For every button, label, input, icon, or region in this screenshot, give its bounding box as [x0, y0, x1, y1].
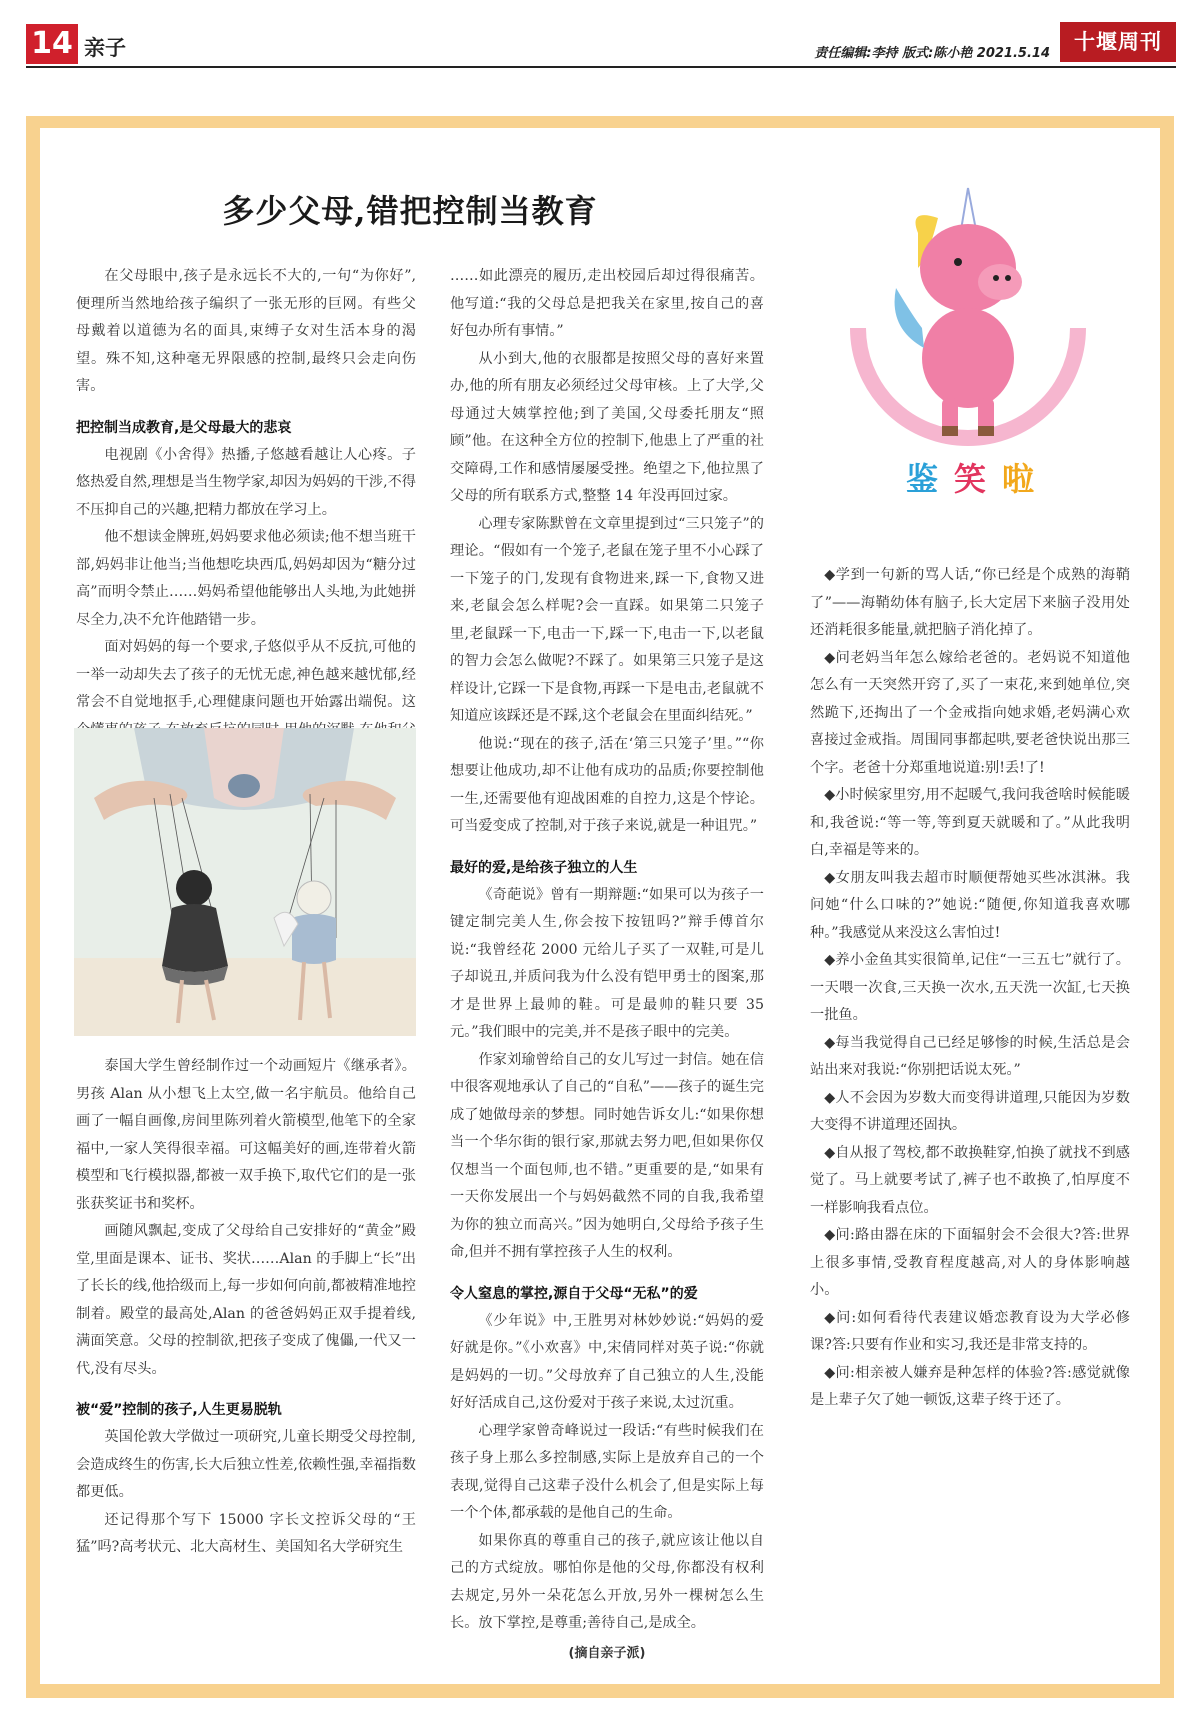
paragraph: 心理学家曾奇峰说过一段话:“有些时候我们在孩子身上那么多控制感,实际上是放弃自己的一个表现,觉得自己这辈子没什么机会了,但是实际上每一个个体,都承载的是他自己的生命。 [450, 1422, 764, 1521]
jokes-column [810, 562, 1130, 1415]
paragraph: 心理专家陈默曾在文章里提到过“三只笼子”的理论。“假如有一个笼子,老鼠在笼子里不小心踩了一下笼子的门,发现有食物进来,踩一下,食物又进来,老鼠会怎么样呢?会一直踩。如果第二只笼子里,老鼠踩一下,电击一下,踩一下,电击一下,以老鼠的智力会怎么做呢?不踩了。如果第三只笼子是这样设计,它踩一下是食物,再踩一下是电击,老鼠就不知道应该踩还是不踩,这个老鼠会在里面纠结死。” [450, 515, 764, 724]
paragraph: 画随风飘起,变成了父母给自己安排好的“黄金”殿堂,里面是课本、证书、奖状……Alan 的手脚上“长”出了长长的线,他拾级而上,每一步如何向前,都被精准地控制着。殿堂的最高处,Alan 的爸爸妈妈正双手提着线,满面笑意。父母的控制欲,把孩子变成了傀儡,一代又一代,没有尽头。 [76, 1223, 416, 1377]
intro-paragraph: 在父母眼中,孩子是永远长不大的,一句“为你好”,便理所当然地给孩子编织了一张无形的巨网。有些父母戴着以道德为名的面具,束缚子女对生活本身的渴望。殊不知,这种毫无界限感的控制,最终只会走向伤害。 [76, 268, 416, 394]
paragraph: 《少年说》中,王胜男对林妙妙说:“妈妈的爱好就是你。”《小欢喜》中,宋倩同样对英子说:“你就是妈妈的一切。”父母放弃了自己独立的人生,没能好好活成自己,这份爱对于孩子来说,太过沉重。 [450, 1312, 764, 1411]
unicorn-icon [895, 188, 1022, 436]
paragraph: 从小到大,他的衣服都是按照父母的喜好来置办,他的所有朋友必须经过父母审核。上了大学,父母通过大姨掌控他;到了美国,父母委托朋友“照顾”他。在这种全方位的控制下,他患上了严重的社交障碍,工作和感情屡屡受挫。绝望之下,他拉黑了父母的所有联系方式,整整 14 年没再回过家。 [450, 350, 764, 504]
section-heading-2: 被“爱”控制的孩子,人生更易脱轨 [76, 1402, 282, 1418]
article-source: (摘自亲子派) [568, 1645, 646, 1661]
paragraph: 《奇葩说》曾有一期辩题:“如果可以为孩子一键定制完美人生,你会按下按钮吗?”辩手傅首尔说:“我曾经花 2000 元给儿子买了一双鞋,可是儿子却说丑,并质问我为什么没有铠甲勇士的图案,那才是世界上最帅的鞋。可是最帅的鞋只要 35 元。”我们眼中的完美,并不是孩子眼中的完美。 [450, 886, 764, 1040]
marionette-illustration [74, 728, 416, 1036]
page-number: 14 [26, 24, 78, 64]
joke-item: ◆问:如何看待代表建议婚恋教育设为大学必修课?答:只要有作业和实习,我还是非常支持的。 [810, 1309, 1130, 1353]
article-title: 多少父母,错把控制当教育 [222, 192, 598, 230]
joke-item: ◆女朋友叫我去超市时顺便帮她买些冰淇淋。我问她“什么口味的?”她说:“随便,你知道我喜欢哪种。”我感觉从来没这么害怕过! [810, 869, 1130, 941]
section-heading-3: 最好的爱,是给孩子独立的人生 [450, 859, 638, 876]
joke-item: ◆问老妈当年怎么嫁给老爸的。老妈说不知道他怎么有一天突然开窍了,买了一束花,来到她单位,突然跪下,还掏出了一个金戒指向她求婚,老妈满心欢喜接过金戒指。周围同事都起哄,要老爸快说出那三个字。老爸十分郑重地说道:别!丢!了! [810, 649, 1130, 776]
newspaper-brand: 十堰周刊 [1060, 22, 1176, 62]
joke-item: ◆学到一句新的骂人话,“你已经是个成熟的海鞘了”——海鞘幼体有脑子,长大定居下来脑子没用处还消耗很多能量,就把脑子消化掉了。 [810, 567, 1130, 638]
joke-item: ◆小时候家里穷,用不起暖气,我问我爸啥时候能暖和,我爸说:“等一等,等到夏天就暖和了。”从此我明白,幸福是等来的。 [810, 787, 1130, 858]
article-area [40, 128, 1160, 1684]
joke-item: ◆自从报了驾校,都不敢换鞋穿,怕换了就找不到感觉了。马上就要考试了,裤子也不敢换了,怕厚度不一样影响我看点位。 [810, 1144, 1130, 1216]
paragraph: 电视剧《小舍得》热播,子悠越看越让人心疼。子悠热爱自然,理想是当生物学家,却因为妈妈的干涉,不得不压抑自己的兴趣,把精力都放在学习上。 [76, 446, 416, 518]
continued-paragraph: ……如此漂亮的履历,走出校园后却过得很痛苦。他写道:“我的父母总是把我关在家里,按自己的喜好包办所有事情。” [450, 268, 764, 339]
page-header [26, 22, 1176, 66]
joke-item: ◆养小金鱼其实很简单,记住“一三五七”就行了。一天喂一次食,三天换一次水,五天洗一次缸,七天换一批鱼。 [810, 952, 1130, 1023]
joke-item: ◆每当我觉得自己已经足够惨的时候,生活总是会站出来对我说:“你别把话说太死。” [810, 1034, 1130, 1078]
editor-credit: 责任编辑:李持 版式:陈小艳 2021.5.14 [814, 46, 1050, 61]
badge-char-3: 啦 [1002, 460, 1035, 498]
joke-item: ◆问:相亲被人嫌弃是种怎样的体验?答:感觉就像是上辈子欠了她一顿饭,这辈子终于还了。 [810, 1364, 1130, 1408]
paragraph: 面对妈妈的每一个要求,子悠似乎从不反抗,可他的一举一动却失去了孩子的无忧无虑,神色越来越忧郁,经常会不自觉地抠手,心理健康问题也开始露出端倪。这 [76, 639, 416, 710]
section-heading-1: 把控制当成教育,是父母最大的悲哀 [76, 419, 292, 436]
joke-badge [818, 178, 1118, 518]
paragraph: 作家刘瑜曾给自己的女儿写过一封信。她在信中很客观地承认了自己的“自私”——孩子的诞生完成了她做母亲的梦想。同时她告诉女儿:“如果你想当一个华尔街的银行家,那就去努力吧,但如果你仅仅想当一个面包师,也不错。”更重要的是,“如果有一天你发展出一个与妈妈截然不同的自我,我希望为你的独立而高兴。”因为她明白,父母给予孩子生命,但并不拥有掌控孩子人生的权利。 [450, 1051, 764, 1260]
section-name: 亲子 [84, 36, 126, 60]
section-heading-4: 令人窒息的掌控,源自于父母“无私”的爱 [450, 1285, 698, 1302]
paragraph: 泰国大学生曾经制作过一个动画短片《继承者》。男孩 Alan 从小想飞上太空,做一名宇航员。他给自己画了一幅自画像,房间里陈列着火箭模型,他笔下的全家福中,一家人笑得很幸福。可这幅美好的画,连带着火箭模型和飞行模拟器,都被一双手换下,取代它们的是一张张获奖证书和奖杯。 [76, 1058, 416, 1212]
paragraph: 英国伦敦大学做过一项研究,儿童长期受父母控制,会造成终生的伤害,长大后独立性差,依赖性强,幸福指数都更低。 [76, 1429, 416, 1500]
badge-char-2: 笑 [954, 460, 987, 498]
paragraph: 他说:“现在的孩子,活在‘第三只笼子’里。”“你想要让他成功,却不让他有成功的品质;你要控制他一生,还需要他有迎战困难的自控力,这是个悖论。可当爱变成了控制,对于孩子来说,就是一种诅咒。” [450, 735, 764, 834]
joke-item: ◆人不会因为岁数大而变得讲道理,只能因为岁数大变得不讲道理还固执。 [810, 1089, 1130, 1133]
article-column-2 [450, 263, 764, 1667]
paragraph: 如果你真的尊重自己的孩子,就应该让他以自己的方式绽放。哪怕你是他的父母,你都没有权利去规定,另外一朵花怎么开放,另外一棵树怎么生长。放下掌控,是尊重;善待自己,是成全。 [450, 1532, 764, 1631]
paragraph: 还记得那个写下 15000 字长文控诉父母的“王猛”吗?高考状元、北大高材生、美国知名大学研究生 [76, 1511, 416, 1555]
paragraph: 他不想读金牌班,妈妈要求他必须读;他不想当班干部,妈妈非让他当;当他想吃块西瓜,妈妈却因为“糖分过高”而明令禁止……妈妈希望他能够出人头地,为此她拼尽全力,决不允许他踏错一步。 [76, 529, 416, 628]
joke-item: ◆问:路由器在床的下面辐射会不会很大?答:世界上很多事情,受教育程度越高,对人的身体影响越小。 [810, 1227, 1130, 1298]
badge-char-1: 鉴 [906, 460, 939, 498]
article-column-1 [76, 263, 416, 772]
article-column-1-continued [76, 1053, 416, 1562]
header-rule [26, 66, 1176, 68]
